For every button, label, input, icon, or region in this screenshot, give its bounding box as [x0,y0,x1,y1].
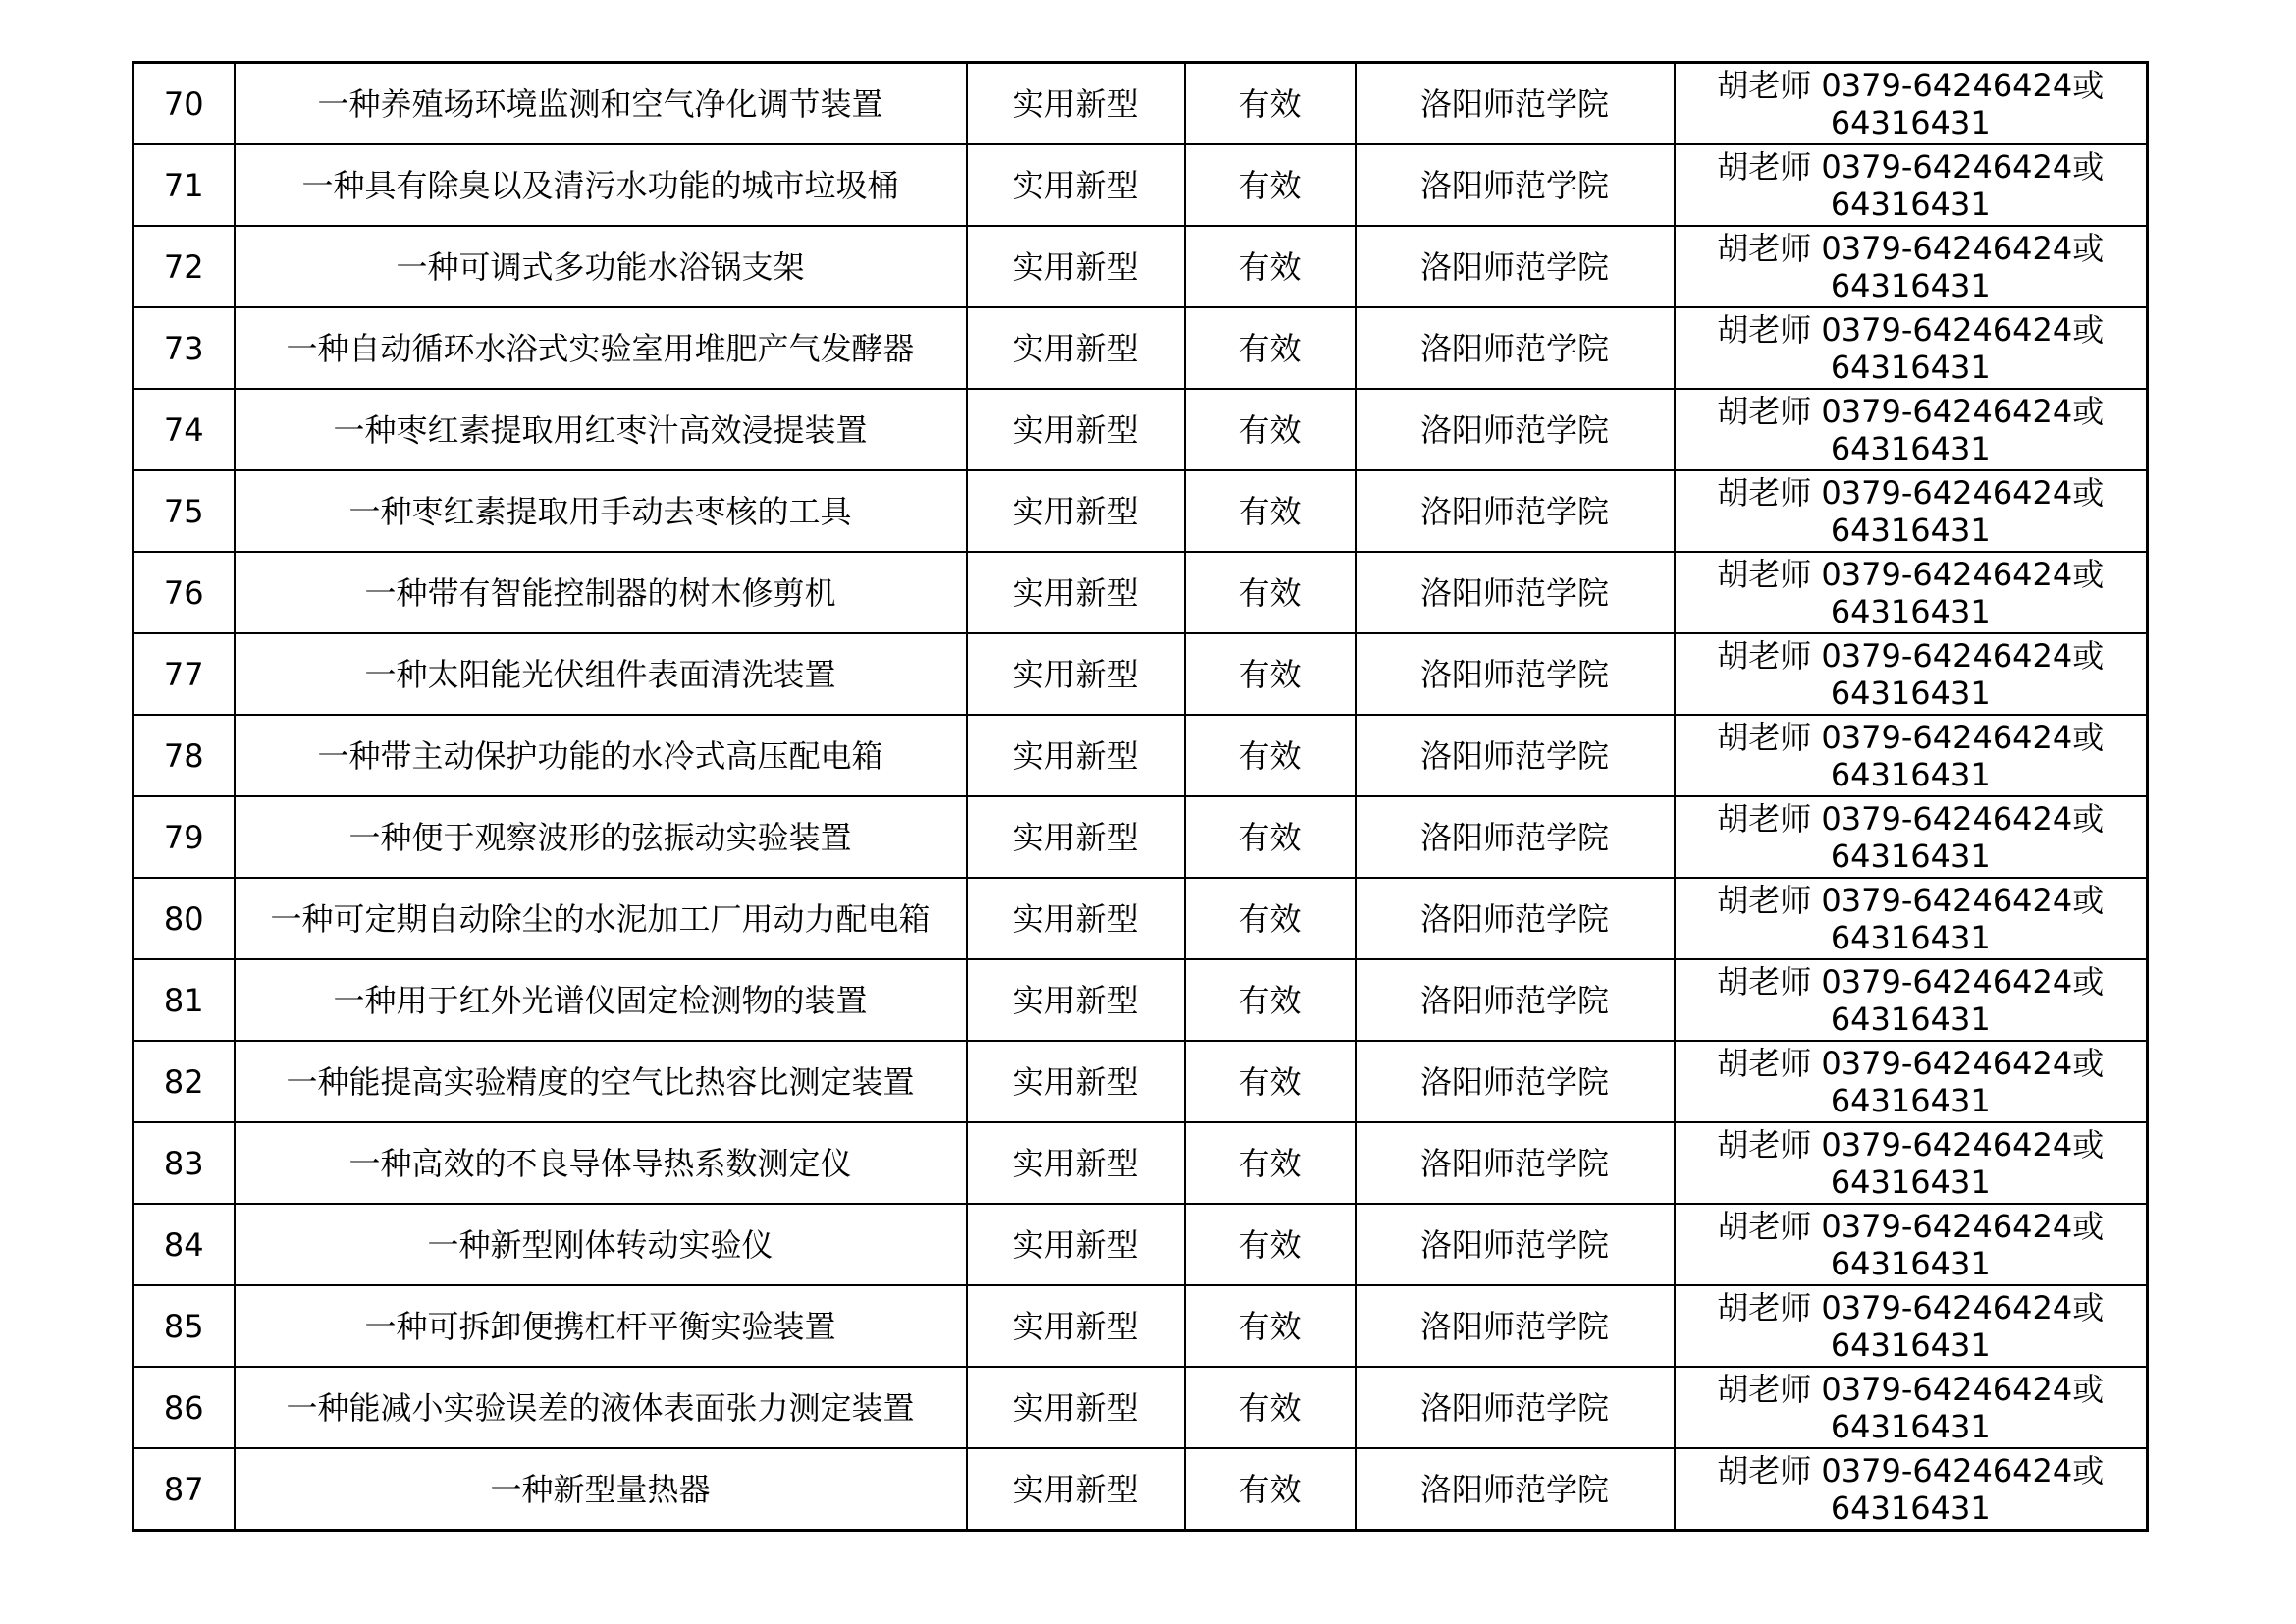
contact-line-2: 64316431 [1830,1000,1991,1038]
patent-name: 一种枣红素提取用手动去枣核的工具 [235,470,967,552]
table-row [133,552,2148,633]
patent-type: 实用新型 [967,470,1185,552]
contact-line-1: 胡老师 0379-64246424或 [1717,1125,2105,1164]
table-row [133,1122,2148,1204]
patent-status: 有效 [1185,144,1356,226]
contact-info [1675,1367,2148,1448]
row-number: 71 [133,144,235,226]
contact-line-2: 64316431 [1830,918,1991,956]
contact-line-2: 64316431 [1830,266,1991,304]
patent-owner: 洛阳师范学院 [1356,1367,1675,1448]
patent-status: 有效 [1185,1041,1356,1122]
patent-type: 实用新型 [967,1448,1185,1531]
contact-line-1: 胡老师 0379-64246424或 [1717,1207,2105,1245]
patent-type: 实用新型 [967,1367,1185,1448]
patent-owner: 洛阳师范学院 [1356,715,1675,796]
contact-info [1675,715,2148,796]
contact-info [1675,796,2148,878]
contact-line-2: 64316431 [1830,837,1991,875]
patent-status: 有效 [1185,552,1356,633]
patent-owner: 洛阳师范学院 [1356,1285,1675,1367]
contact-info [1675,1041,2148,1122]
contact-line-1: 胡老师 0379-64246424或 [1717,799,2105,838]
row-number: 83 [133,1122,235,1204]
patent-name: 一种可调式多功能水浴锅支架 [235,226,967,307]
row-number: 72 [133,226,235,307]
patent-type: 实用新型 [967,144,1185,226]
patent-status: 有效 [1185,633,1356,715]
patent-owner: 洛阳师范学院 [1356,1122,1675,1204]
contact-info [1675,633,2148,715]
contact-line-2: 64316431 [1830,1489,1991,1527]
patent-type: 实用新型 [967,796,1185,878]
patent-owner: 洛阳师范学院 [1356,389,1675,470]
patent-type: 实用新型 [967,389,1185,470]
patent-owner: 洛阳师范学院 [1356,226,1675,307]
table-row [133,633,2148,715]
contact-info [1675,1204,2148,1285]
contact-line-2: 64316431 [1830,1407,1991,1445]
patent-name: 一种自动循环水浴式实验室用堆肥产气发酵器 [235,307,967,389]
contact-line-2: 64316431 [1830,1244,1991,1282]
patent-type: 实用新型 [967,1204,1185,1285]
contact-info [1675,63,2148,145]
row-number: 79 [133,796,235,878]
patent-type: 实用新型 [967,715,1185,796]
contact-line-2: 64316431 [1830,755,1991,793]
patent-name: 一种带有智能控制器的树木修剪机 [235,552,967,633]
table-row [133,1285,2148,1367]
patent-type: 实用新型 [967,307,1185,389]
contact-line-1: 胡老师 0379-64246424或 [1717,229,2105,267]
patent-status: 有效 [1185,1285,1356,1367]
contact-line-1: 胡老师 0379-64246424或 [1717,473,2105,512]
table-row [133,715,2148,796]
contact-line-2: 64316431 [1830,185,1991,223]
contact-info [1675,959,2148,1041]
patent-name: 一种能提高实验精度的空气比热容比测定装置 [235,1041,967,1122]
patent-type: 实用新型 [967,63,1185,145]
contact-line-1: 胡老师 0379-64246424或 [1717,1370,2105,1408]
contact-line-1: 胡老师 0379-64246424或 [1717,1288,2105,1326]
table-row [133,959,2148,1041]
contact-info [1675,389,2148,470]
table-row [133,144,2148,226]
patent-status: 有效 [1185,470,1356,552]
contact-line-2: 64316431 [1830,1326,1991,1364]
row-number: 81 [133,959,235,1041]
contact-line-1: 胡老师 0379-64246424或 [1717,392,2105,430]
patent-status: 有效 [1185,959,1356,1041]
row-number: 75 [133,470,235,552]
patent-status: 有效 [1185,1367,1356,1448]
contact-info [1675,1448,2148,1531]
patent-name: 一种能减小实验误差的液体表面张力测定装置 [235,1367,967,1448]
contact-line-1: 胡老师 0379-64246424或 [1717,555,2105,593]
table-row [133,1367,2148,1448]
row-number: 84 [133,1204,235,1285]
patent-owner: 洛阳师范学院 [1356,1204,1675,1285]
row-number: 78 [133,715,235,796]
contact-line-1: 胡老师 0379-64246424或 [1717,718,2105,756]
row-number: 86 [133,1367,235,1448]
contact-line-2: 64316431 [1830,511,1991,549]
patent-name: 一种枣红素提取用红枣汁高效浸提装置 [235,389,967,470]
table-row [133,470,2148,552]
table-row [133,796,2148,878]
patent-owner: 洛阳师范学院 [1356,307,1675,389]
contact-info [1675,144,2148,226]
table-row [133,307,2148,389]
patent-name: 一种可定期自动除尘的水泥加工厂用动力配电箱 [235,878,967,959]
patent-owner: 洛阳师范学院 [1356,552,1675,633]
contact-line-2: 64316431 [1830,674,1991,712]
patent-type: 实用新型 [967,959,1185,1041]
patent-owner: 洛阳师范学院 [1356,633,1675,715]
row-number: 85 [133,1285,235,1367]
contact-line-2: 64316431 [1830,348,1991,386]
patent-type: 实用新型 [967,1285,1185,1367]
patent-type: 实用新型 [967,878,1185,959]
patent-name: 一种太阳能光伏组件表面清洗装置 [235,633,967,715]
contact-line-2: 64316431 [1830,429,1991,467]
row-number: 80 [133,878,235,959]
table-row [133,878,2148,959]
contact-line-1: 胡老师 0379-64246424或 [1717,962,2105,1001]
contact-info [1675,226,2148,307]
table-row [133,63,2148,145]
patent-name: 一种用于红外光谱仪固定检测物的装置 [235,959,967,1041]
row-number: 82 [133,1041,235,1122]
table-row [133,1204,2148,1285]
patent-status: 有效 [1185,1122,1356,1204]
patent-table [132,61,2149,1532]
patent-type: 实用新型 [967,1041,1185,1122]
row-number: 76 [133,552,235,633]
contact-info [1675,1122,2148,1204]
contact-line-1: 胡老师 0379-64246424或 [1717,1044,2105,1082]
patent-status: 有效 [1185,878,1356,959]
patent-name: 一种带主动保护功能的水冷式高压配电箱 [235,715,967,796]
patent-status: 有效 [1185,1448,1356,1531]
contact-line-1: 胡老师 0379-64246424或 [1717,310,2105,349]
row-number: 87 [133,1448,235,1531]
patent-owner: 洛阳师范学院 [1356,796,1675,878]
patent-status: 有效 [1185,1204,1356,1285]
contact-line-1: 胡老师 0379-64246424或 [1717,881,2105,919]
contact-line-1: 胡老师 0379-64246424或 [1717,66,2105,104]
contact-line-2: 64316431 [1830,1081,1991,1119]
row-number: 73 [133,307,235,389]
patent-owner: 洛阳师范学院 [1356,959,1675,1041]
row-number: 70 [133,63,235,145]
patent-type: 实用新型 [967,1122,1185,1204]
patent-status: 有效 [1185,715,1356,796]
contact-line-2: 64316431 [1830,592,1991,630]
contact-line-2: 64316431 [1830,103,1991,141]
row-number: 77 [133,633,235,715]
patent-name: 一种便于观察波形的弦振动实验装置 [235,796,967,878]
patent-owner: 洛阳师范学院 [1356,144,1675,226]
patent-name: 一种具有除臭以及清污水功能的城市垃圾桶 [235,144,967,226]
patent-owner: 洛阳师范学院 [1356,878,1675,959]
patent-owner: 洛阳师范学院 [1356,1448,1675,1531]
patent-name: 一种可拆卸便携杠杆平衡实验装置 [235,1285,967,1367]
row-number: 74 [133,389,235,470]
contact-info [1675,1285,2148,1367]
contact-line-1: 胡老师 0379-64246424或 [1717,636,2105,675]
contact-line-2: 64316431 [1830,1163,1991,1201]
patent-table-body [133,63,2148,1531]
contact-line-1: 胡老师 0379-64246424或 [1717,1451,2105,1489]
patent-type: 实用新型 [967,226,1185,307]
patent-name: 一种新型量热器 [235,1448,967,1531]
contact-line-1: 胡老师 0379-64246424或 [1717,147,2105,186]
contact-info [1675,878,2148,959]
patent-name: 一种养殖场环境监测和空气净化调节装置 [235,63,967,145]
patent-status: 有效 [1185,389,1356,470]
contact-info [1675,470,2148,552]
patent-status: 有效 [1185,796,1356,878]
patent-owner: 洛阳师范学院 [1356,1041,1675,1122]
table-row [133,226,2148,307]
patent-owner: 洛阳师范学院 [1356,63,1675,145]
patent-owner: 洛阳师范学院 [1356,470,1675,552]
table-row [133,1448,2148,1531]
patent-status: 有效 [1185,63,1356,145]
patent-status: 有效 [1185,307,1356,389]
table-row [133,389,2148,470]
patent-name: 一种新型刚体转动实验仪 [235,1204,967,1285]
patent-status: 有效 [1185,226,1356,307]
contact-info [1675,552,2148,633]
contact-info [1675,307,2148,389]
table-row [133,1041,2148,1122]
patent-name: 一种高效的不良导体导热系数测定仪 [235,1122,967,1204]
patent-type: 实用新型 [967,633,1185,715]
patent-type: 实用新型 [967,552,1185,633]
